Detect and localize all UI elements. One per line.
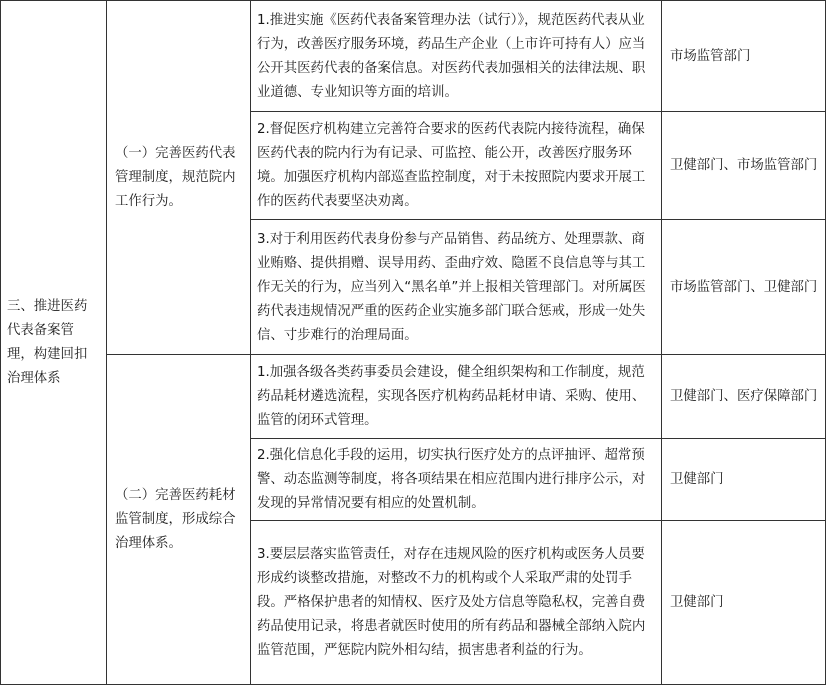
measure-cell: [251, 521, 662, 685]
department-cell: [662, 220, 826, 355]
measure-cell: [251, 355, 662, 439]
measure-text: 3.对于利用医药代表身份参与产品销售、药品统方、处理票款、商业贿赂、提供捐赠、误导用药、歪曲疗效、隐匿不良信息等与其工作无关的行为，应当列入“黑名单”并上报相关管理部门。对所属医药代表违规情况严重的医药企业实施多部门联合惩戒，形成一处失信、寸步难行的治理局面。: [257, 231, 646, 343]
measure-cell: [251, 220, 662, 355]
measure-cell: [251, 112, 662, 220]
measure-cell: [251, 1, 662, 112]
department-text: 卫健部门、医疗保障部门: [670, 389, 818, 404]
department-text: 卫健部门、市场监管部门: [670, 158, 818, 173]
table-row: [1, 355, 826, 439]
department-cell: [662, 521, 826, 685]
department-text: 市场监管部门: [670, 48, 751, 64]
measure-text: 2.强化信息化手段的运用，切实执行医疗处方的点评抽评、超常预警、动态监测等制度，将各项结果在相应范围内进行排序公示，对发现的异常情况要有相应的处置机制。: [257, 448, 646, 511]
measure-cell: [251, 439, 662, 521]
table-row: [1, 1, 826, 112]
department-text: 卫健部门: [670, 595, 724, 610]
section-cell: [1, 1, 107, 685]
department-cell: [662, 1, 826, 112]
task-cell: [107, 355, 251, 685]
department-cell: [662, 439, 826, 521]
department-text: 市场监管部门、卫健部门: [670, 279, 818, 295]
measure-text: 3.要层层落实监管责任，对存在违规风险的医疗机构或医务人员要形成约谈整改措施，对整改不力的机构或个人采取严肃的处罚手段。严格保护患者的知情权、医疗及处方信息等隐私权，完善自费药品使用记录，将患者就医时使用的所有药品和器械全部纳入院内监管范围，严惩院内院外相勾结，损害患者利益的行为。: [257, 547, 646, 658]
task-text: （二）完善医药耗材监管制度，形成综合治理体系。: [115, 488, 236, 551]
task-text: （一）完善医药代表管理制度，规范院内工作行为。: [115, 146, 236, 209]
measure-text: 2.督促医疗机构建立完善符合要求的医药代表院内接待流程，确保医药代表的院内行为有记录、可监控、能公开，改善医疗服务环境。加强医疗机构内部巡查监控制度，对于未按照院内要求开展工作的医药代表要坚决劝离。: [257, 122, 646, 209]
department-cell: [662, 355, 826, 439]
department-text: 卫健部门: [670, 472, 724, 487]
measure-text: 1.推进实施《医药代表备案管理办法（试行）》，规范医药代表从业行为，改善医疗服务环境，药品生产企业（上市许可持有人）应当公开其医药代表的备案信息。对医药代表加强相关的法律法规、职业道德、专业知识等方面的培训。: [257, 12, 646, 100]
department-cell: [662, 112, 826, 220]
task-cell: [107, 1, 251, 355]
section-title: 三、推进医药代表备案管理，构建回扣治理体系: [7, 299, 88, 386]
measure-text: 1.加强各级各类药事委员会建设，健全组织架构和工作制度，规范药品耗材遴选流程，实现各医疗机构药品耗材申请、采购、使用、监管的闭环式管理。: [257, 365, 646, 428]
